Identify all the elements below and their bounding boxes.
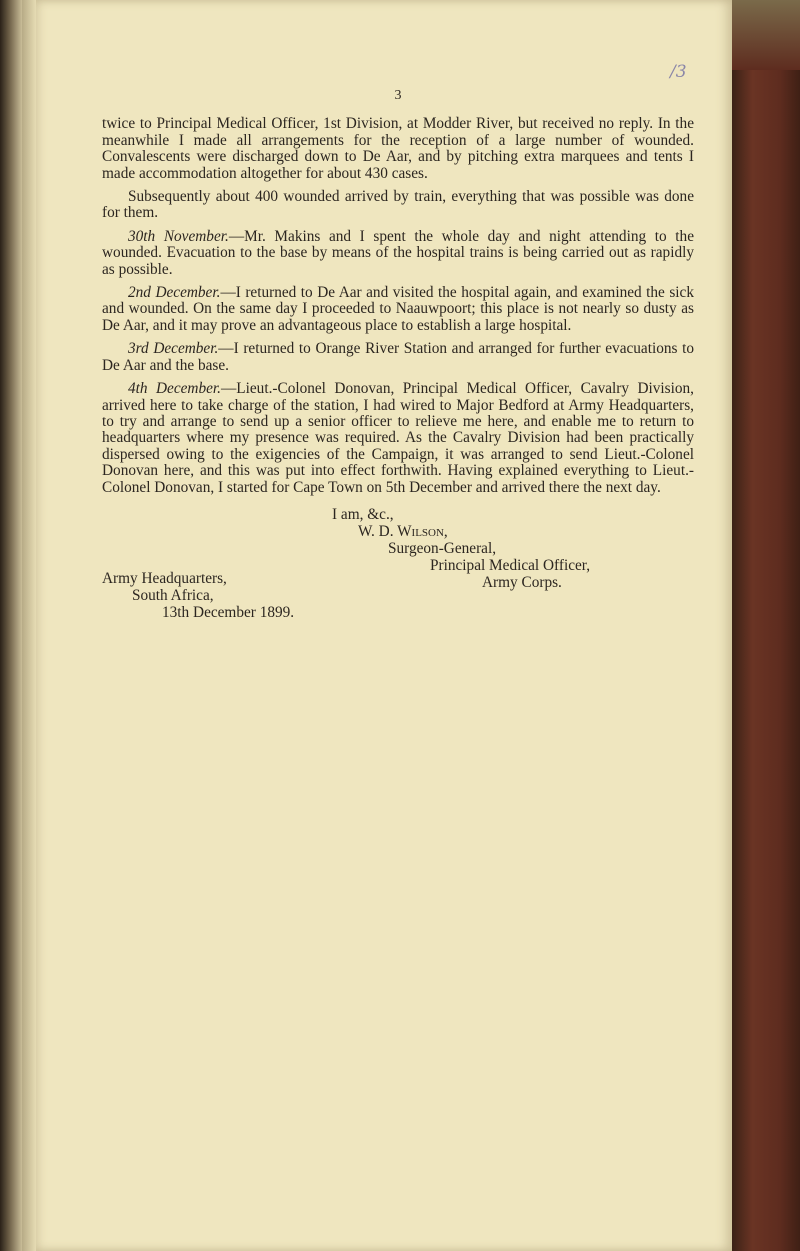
paragraph [102,189,694,222]
date-label: 30th November. [128,227,229,245]
paragraph [102,116,694,182]
pencil-page-note: /3 [670,62,687,82]
letter-date: 13th December 1899. [162,603,295,621]
paragraph-text: —I returned to De Aar and visited the hospital again, and examined the sick and wounded. On the same day I proceeded to Naauwpoort; this place is not nearly so dusty as De Aar, and it may prove an advantageous place to establish a large hospital. [102,284,694,334]
address-line: Army Headquarters, [102,569,227,587]
book-cover-corner [732,0,800,70]
previous-page-edge [0,0,22,1251]
paragraph-text: —Mr. Makins and I spent the whole day and night attending to the wounded. Evacuation to the base by means of the hospital trains is being carried out as rapidly as possible. [102,227,694,278]
paragraph [102,341,694,374]
paragraph-text: —I returned to Orange River Station and arranged for further evacuations to De Aar and the base. [102,340,694,374]
closing-block [102,506,694,626]
signer-title: Principal Medical Officer, [430,556,591,574]
address-block [102,570,294,621]
date-label: 2nd December. [128,284,221,302]
paragraph [102,229,694,278]
date-label: 4th December. [128,380,221,398]
closing-phrase: I am, &c., [332,505,394,523]
address-line: South Africa, [132,586,214,604]
page-content [102,88,694,626]
signer-title: Army Corps. [482,573,562,591]
signature-block [332,506,672,591]
paragraph [102,381,694,496]
spine-shadow [22,0,36,1251]
signer-title: Surgeon-General, [388,539,497,557]
date-label: 3rd December. [128,340,219,358]
book-cover-edge [732,0,800,1251]
paragraph-text: —Lieut.-Colonel Donovan, Principal Medical Officer, Cavalry Division, arrived here to take charge of the station, I had wired to Major Bedford at Army Headquarters, to try and arrange to send up a senior officer to relieve me here, and enable me to return to headquarters where my presence was required. As the Cavalry Division had been practically dispersed owing to the exigencies of the Campaign, it was arranged to send Lieut.-Colonel Donovan here, and this was put into effect forthwith. Having explained everything to Lieut.-Colonel Donovan, I started for Cape Town on 5th December and arrived there the next day. [102,380,694,496]
paragraph-text: twice to Principal Medical Officer, 1st Division, at Modder River, but received no reply. In the meanwhile I made all arrangements for the reception of a large number of wounded. Convalescents were discharged down to De Aar, and by pitching extra marquees and tents I made accommodation altogether for about 430 cases. [102,115,694,182]
page-number: 3 [394,88,402,103]
paragraph-text: Subsequently about 400 wounded arrived by train, everything that was possible was done for them. [102,188,694,222]
paragraph [102,285,694,334]
signer-name: W. D. Wilson, [358,522,448,540]
